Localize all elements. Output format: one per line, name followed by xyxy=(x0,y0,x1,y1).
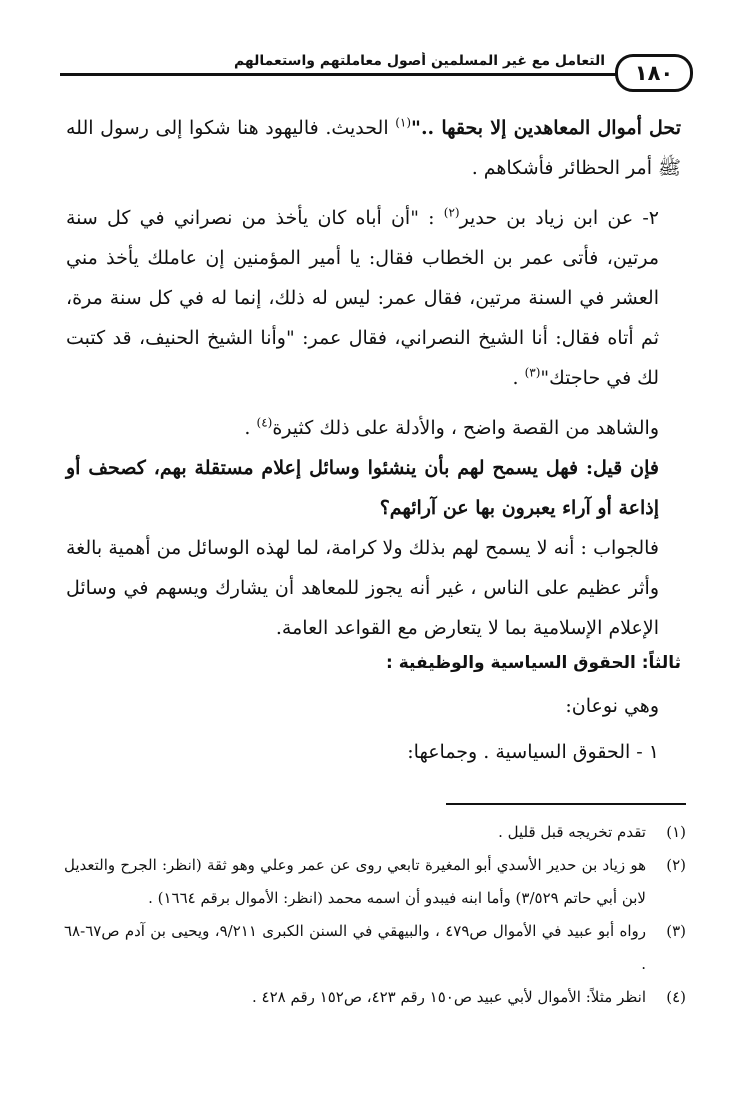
section-heading: ثالثاً: الحقوق السياسية والوظيفية : xyxy=(386,653,681,673)
footnotes xyxy=(64,816,686,1014)
paragraph-5: فالجواب : أنه لا يسمح لهم بذلك ولا كرامة، لما لهذه الوسائل من أهمية بالغة وأثر عظيم على الناس ، غير أنه يجوز للمعاهد أن يشارك ويسهم في وسائل الإعلام الإسلامية بما لا يتعارض مع القواعد العامة. xyxy=(66,537,659,639)
footnote-item xyxy=(64,981,686,1014)
paragraph-2 xyxy=(66,198,681,398)
footnote-ref-2: (٢) xyxy=(443,205,460,220)
paragraph-2-start: ٢- عن ابن زياد بن حدير xyxy=(459,207,659,229)
footnote-number: (١) xyxy=(666,823,686,841)
footnote-number: (٢) xyxy=(666,856,686,874)
footnote-number: (٣) xyxy=(666,922,686,940)
paragraph-3-text: والشاهد من القصة واضح ، والأدلة على ذلك كثيرة xyxy=(272,417,659,439)
footnote-text: رواه أبو عبيد في الأموال ص٤٧٩ ، والبيهقي في السنن الكبرى ٩/٢١١، ويحيى بن آدم ص٦٧-٦٨ . xyxy=(64,922,647,973)
footnote-ref-1: (١) xyxy=(395,115,412,130)
running-header xyxy=(60,52,695,92)
footnote-text: تقدم تخريجه قبل قليل . xyxy=(498,823,646,841)
footnote-text: هو زياد بن حدير الأسدي أبو المغيرة تابعي روى عن عمر وعلي وهو ثقة (انظر: الجرح والتعديل لابن أبي حاتم ٣/٥٢٩) وأما ابنه فيبدو أن اسمه محمد (انظر: الأموال برقم ١٦٦٤) . xyxy=(64,856,646,907)
header-rule xyxy=(60,73,625,76)
paragraph-2-rest: : "أن أباه كان يأخذ من نصراني في كل سنة مرتين، فأتى عمر بن الخطاب فقال: يا أمير المؤمنين إن عاملك يأخذ مني العشر في السنة مرتين، فقال عمر: ليس له ذلك، إنما له في كل سنة مرة، ثم أتاه فقال: أنا الشيخ النصراني، فقال عمر: "وأنا الشيخ الحنيف، قد كتبت لك في حاجتك" xyxy=(66,207,659,389)
paragraph-1-rest: الحديث. فاليهود هنا شكوا إلى رسول الله ﷺ أمر الحظائر فأشكاهم . xyxy=(66,117,681,179)
paragraph-4: فإن قيل: فهل يسمح لهم بأن ينشئوا وسائل إعلام مستقلة بهم، كصحف أو إذاعة أو آراء يعبرون بها عن آرائهم؟ xyxy=(66,457,659,519)
footnote-ref-4: (٤) xyxy=(256,415,273,430)
footnote-ref-3: (٣) xyxy=(524,365,541,380)
footnote-number: (٤) xyxy=(666,988,686,1006)
paragraph-6: وهي نوعان: xyxy=(565,695,659,717)
paragraph-3-end: . xyxy=(244,417,257,439)
footnote-text: انظر مثلاً: الأموال لأبي عبيد ص١٥٠ رقم ٤٢٣، ص١٥٢ رقم ٤٢٨ . xyxy=(251,988,646,1006)
page-number: ١٨٠ xyxy=(615,54,693,92)
footnote-item xyxy=(64,816,686,849)
header-title: التعامل مع غير المسلمين أصول معاملتهم واستعمالهم xyxy=(233,53,605,69)
paragraph-1 xyxy=(66,108,681,188)
paragraph-2-end: . xyxy=(512,367,525,389)
paragraph-3 xyxy=(66,408,681,448)
paragraph-7: ١ - الحقوق السياسية . وجماعها: xyxy=(407,741,659,763)
main-text xyxy=(66,108,681,772)
footnote-divider xyxy=(446,803,686,805)
footnote-item xyxy=(64,915,686,981)
paragraph-1-bold: تحل أموال المعاهدين إلا بحقها .." xyxy=(411,117,681,139)
footnote-item xyxy=(64,849,686,915)
